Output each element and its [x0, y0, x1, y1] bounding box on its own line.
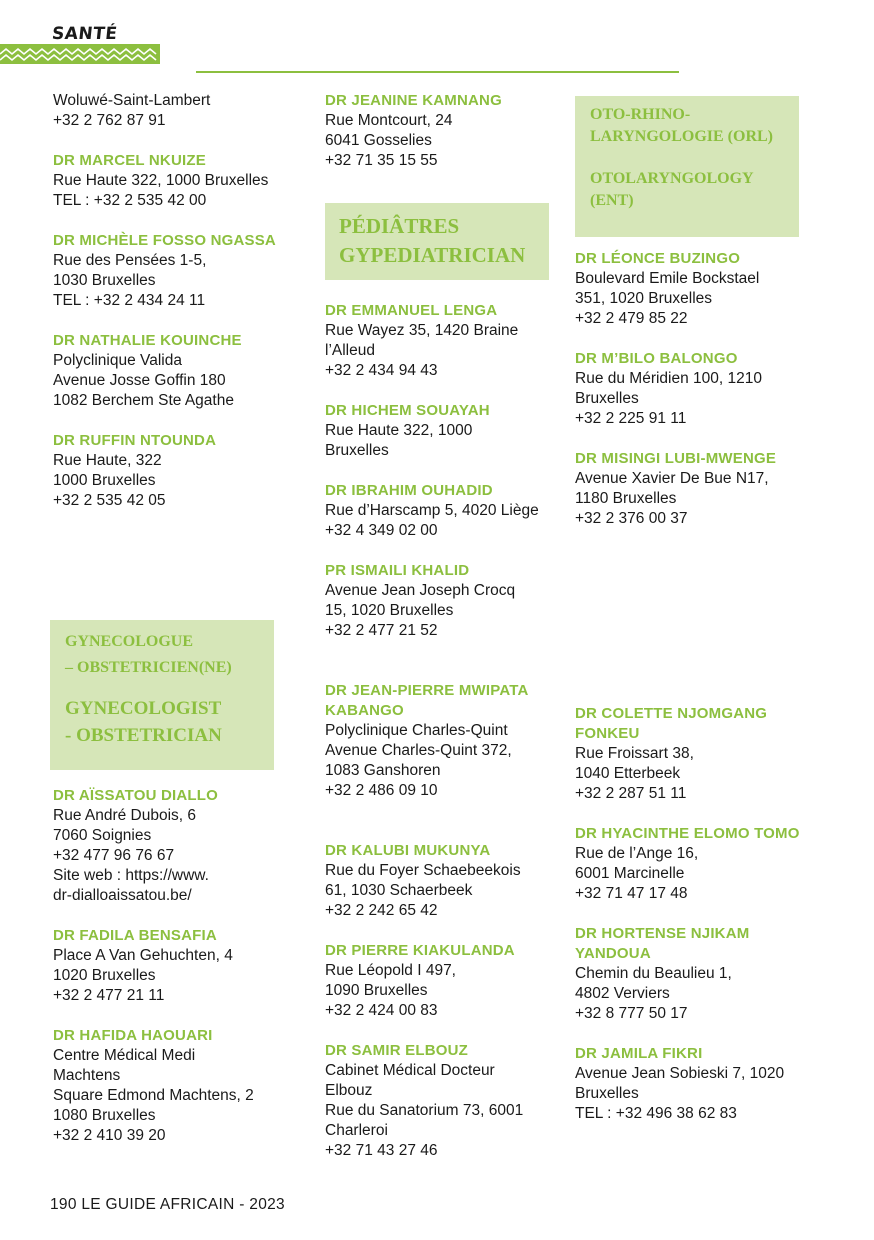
doctor-detail-line: 1080 Bruxelles [53, 1107, 156, 1124]
header-orl-en-2: (ENT) [590, 192, 634, 209]
doctor-detail-line: +32 2 410 39 20 [53, 1127, 166, 1144]
doctor-detail-line: 6041 Gosselies [325, 132, 432, 149]
doctor-name: DR JEAN-PIERRE MWIPATA KABANGO [325, 682, 529, 719]
doctor-detail-line: Woluwé-Saint-Lambert [53, 92, 211, 109]
doctor-detail-line: +32 2 376 00 37 [575, 510, 688, 527]
doctor-name: DR HYACINTHE ELOMO TOMO [575, 825, 800, 842]
doctor-entry [53, 1026, 289, 1146]
doctor-name: DR NATHALIE KOUINCHE [53, 332, 242, 349]
doctor-entry [53, 331, 289, 411]
doctor-detail-line: +32 477 96 76 67 [53, 847, 175, 864]
doctor-detail-line: +32 2 287 51 11 [575, 785, 687, 802]
doctor-entry [575, 349, 811, 429]
zigzag-ornament [0, 44, 160, 64]
doctor-entry [575, 249, 811, 329]
doctor-entry [325, 681, 561, 801]
doctor-detail-line: Rue Wayez 35, 1420 Braine [325, 322, 519, 339]
doctor-detail-line: 61, 1030 Schaerbeek [325, 882, 473, 899]
doctor-name: DR MARCEL NKUIZE [53, 152, 206, 169]
doctor-entry [325, 91, 561, 171]
doctor-detail-line: +32 8 777 50 17 [575, 1005, 688, 1022]
doctor-name: DR RUFFIN NTOUNDA [53, 432, 217, 449]
doctor-detail-line: Rue du Méridien 100, 1210 [575, 370, 762, 387]
doctor-detail-line: Bruxelles [325, 442, 389, 459]
doctor-detail-line: Chemin du Beaulieu 1, [575, 965, 732, 982]
doctor-detail-line: Cabinet Médical Docteur [325, 1062, 495, 1079]
doctor-detail-line: TEL : +32 2 535 42 00 [53, 192, 207, 209]
doctor-detail-line: Site web : https://www. [53, 867, 209, 884]
doctor-detail-line: dr-dialloaissatou.be/ [53, 887, 192, 904]
doctor-detail-line: +32 2 762 87 91 [53, 112, 166, 129]
doctor-entry [325, 301, 561, 381]
doctor-name: DR MICHÈLE FOSSO NGASSA [53, 232, 276, 249]
column-3-bottom [575, 704, 811, 1144]
doctor-name: PR ISMAILI KHALID [325, 562, 470, 579]
doctor-name: DR JEANINE KAMNANG [325, 92, 502, 109]
doctor-detail-line: +32 71 43 27 46 [325, 1142, 438, 1159]
doctor-name: DR JAMILA FIKRI [575, 1045, 703, 1062]
doctor-detail-line: +32 2 535 42 05 [53, 492, 166, 509]
doctor-detail-line: Avenue Jean Sobieski 7, 1020 [575, 1065, 785, 1082]
doctor-entry [325, 561, 561, 641]
header-gyneco-fr-1: GYNECOLOGUE [65, 633, 194, 650]
doctor-detail-line: Charleroi [325, 1122, 388, 1139]
doctor-name: DR LÉONCE BUZINGO [575, 250, 741, 267]
doctor-name: DR HORTENSE NJIKAM YANDOUA [575, 925, 750, 962]
doctor-detail-line: l’Alleud [325, 342, 375, 359]
doctor-detail-line: Rue Léopold I 497, [325, 962, 456, 979]
doctor-entry [325, 1041, 561, 1161]
header-orl-en-1: OTOLARYNGOLOGY [590, 170, 754, 187]
doctor-detail-line: Avenue Charles-Quint 372, [325, 742, 512, 759]
column-2-pediatres [325, 301, 561, 661]
doctor-detail-line: +32 2 486 09 10 [325, 782, 438, 799]
doctor-detail-line: Rue des Pensées 1-5, [53, 252, 207, 269]
doctor-detail-line: Rue Haute 322, 1000 Bruxelles [53, 172, 269, 189]
doctor-detail-line: Avenue Xavier De Bue N17, [575, 470, 769, 487]
doctor-detail-line: Rue Haute, 322 [53, 452, 162, 469]
header-gyneco-fr-2: – OBSTETRICIEN(NE) [65, 659, 232, 676]
doctor-detail-line: 15, 1020 Bruxelles [325, 602, 454, 619]
doctor-detail-line: 1180 Bruxelles [575, 490, 677, 507]
doctor-entry [575, 449, 811, 529]
doctor-detail-line: Avenue Jean Joseph Crocq [325, 582, 516, 599]
doctor-detail-line: Rue du Sanatorium 73, 6001 [325, 1102, 524, 1119]
header-pediatres-fr: PÉDIÂTRES [339, 214, 460, 238]
doctor-detail-line: 1083 Ganshoren [325, 762, 441, 779]
doctor-detail-line: +32 2 242 65 42 [325, 902, 438, 919]
column-2-mid [325, 681, 561, 821]
doctor-detail-line: +32 2 477 21 11 [53, 987, 165, 1004]
header-orl-fr-2: LARYNGOLOGIE (ORL) [590, 128, 774, 145]
column-2 [325, 91, 561, 191]
doctor-detail-line: 6001 Marcinelle [575, 865, 685, 882]
doctor-entry [53, 151, 289, 211]
doctor-entry [53, 926, 289, 1006]
doctor-detail-line: Avenue Josse Goffin 180 [53, 372, 226, 389]
doctor-name: DR COLETTE NJOMGANG FONKEU [575, 705, 768, 742]
doctor-detail-line: Rue Froissart 38, [575, 745, 694, 762]
doctor-detail-line: Square Edmond Machtens, 2 [53, 1087, 254, 1104]
header-orl-fr-1: OTO-RHINO- [590, 106, 691, 123]
doctor-entry [575, 1044, 811, 1124]
header-pediatres [325, 203, 549, 280]
doctor-name: DR KALUBI MUKUNYA [325, 842, 491, 859]
doctor-detail-line: Boulevard Emile Bockstael [575, 270, 760, 287]
doctor-detail-line: 4802 Verviers [575, 985, 670, 1002]
doctor-detail-line: 1082 Berchem Ste Agathe [53, 392, 234, 409]
doctor-entry [53, 231, 289, 311]
doctor-detail-line: 1020 Bruxelles [53, 967, 156, 984]
doctor-entry [575, 704, 811, 804]
doctor-name: DR AÏSSATOU DIALLO [53, 787, 218, 804]
doctor-detail-line: +32 2 434 94 43 [325, 362, 438, 379]
doctor-detail-line: Polyclinique Valida [53, 352, 182, 369]
doctor-detail-line: 7060 Soignies [53, 827, 152, 844]
doctor-name: DR EMMANUEL LENGA [325, 302, 498, 319]
doctor-detail-line: 1030 Bruxelles [53, 272, 156, 289]
doctor-detail-line: TEL : +32 496 38 62 83 [575, 1105, 737, 1122]
doctor-name: DR FADILA BENSAFIA [53, 927, 217, 944]
column-2-bottom [325, 841, 561, 1181]
publication-name: LE GUIDE AFRICAIN - 2023 [81, 1196, 285, 1213]
doctor-entry [575, 924, 811, 1024]
doctor-detail-line: 351, 1020 Bruxelles [575, 290, 713, 307]
doctor-name: DR IBRAHIM OUHADID [325, 482, 493, 499]
doctor-entry [53, 431, 289, 511]
doctor-entry [53, 91, 289, 131]
doctor-entry [575, 824, 811, 904]
doctor-detail-line: Bruxelles [575, 390, 639, 407]
header-pediatres-en: GYPEDIATRICIAN [339, 243, 526, 267]
column-1 [53, 91, 289, 531]
doctor-detail-line: Rue du Foyer Schaebeekois [325, 862, 521, 879]
doctor-detail-line: +32 4 349 02 00 [325, 522, 438, 539]
doctor-detail-line: Rue Montcourt, 24 [325, 112, 453, 129]
doctor-entry [325, 401, 561, 461]
section-tag: SANTÉ [50, 24, 119, 44]
doctor-detail-line: +32 2 424 00 83 [325, 1002, 438, 1019]
header-gyneco-en-1: GYNECOLOGIST [65, 698, 222, 719]
doctor-detail-line: Rue de l’Ange 16, [575, 845, 699, 862]
doctor-detail-line: +32 2 225 91 11 [575, 410, 687, 427]
doctor-detail-line: +32 2 477 21 52 [325, 622, 438, 639]
column-1-gyneco [53, 786, 289, 1166]
doctor-detail-line: 1090 Bruxelles [325, 982, 428, 999]
doctor-detail-line: Bruxelles [575, 1085, 639, 1102]
page-footer [50, 1196, 285, 1214]
doctor-detail-line: 1000 Bruxelles [53, 472, 156, 489]
doctor-entry [325, 841, 561, 921]
doctor-name: DR MISINGI LUBI-MWENGE [575, 450, 777, 467]
doctor-detail-line: Polyclinique Charles-Quint [325, 722, 508, 739]
column-3-orl [575, 249, 811, 549]
doctor-detail-line: +32 2 479 85 22 [575, 310, 688, 327]
doctor-detail-line: Place A Van Gehuchten, 4 [53, 947, 233, 964]
doctor-detail-line: Centre Médical Medi [53, 1047, 196, 1064]
doctor-detail-line: 1040 Etterbeek [575, 765, 681, 782]
doctor-detail-line: Rue André Dubois, 6 [53, 807, 197, 824]
doctor-name: DR HICHEM SOUAYAH [325, 402, 490, 419]
header-orl [575, 96, 799, 237]
doctor-detail-line: TEL : +32 2 434 24 11 [53, 292, 206, 309]
doctor-detail-line: Rue Haute 322, 1000 [325, 422, 473, 439]
header-gyneco [50, 620, 274, 770]
doctor-name: DR HAFIDA HAOUARI [53, 1027, 213, 1044]
page-number: 190 [50, 1196, 77, 1213]
doctor-detail-line: +32 71 35 15 55 [325, 152, 438, 169]
doctor-detail-line: Elbouz [325, 1082, 373, 1099]
doctor-detail-line: +32 71 47 17 48 [575, 885, 688, 902]
doctor-detail-line: Machtens [53, 1067, 121, 1084]
top-rule [196, 71, 679, 73]
doctor-name: DR SAMIR ELBOUZ [325, 1042, 468, 1059]
doctor-entry [325, 481, 561, 541]
doctor-entry [53, 786, 289, 906]
doctor-detail-line: Rue d’Harscamp 5, 4020 Liège [325, 502, 539, 519]
doctor-name: DR M’BILO BALONGO [575, 350, 738, 367]
doctor-name: DR PIERRE KIAKULANDA [325, 942, 515, 959]
doctor-entry [325, 941, 561, 1021]
header-gyneco-en-2: - OBSTETRICIAN [65, 725, 222, 746]
